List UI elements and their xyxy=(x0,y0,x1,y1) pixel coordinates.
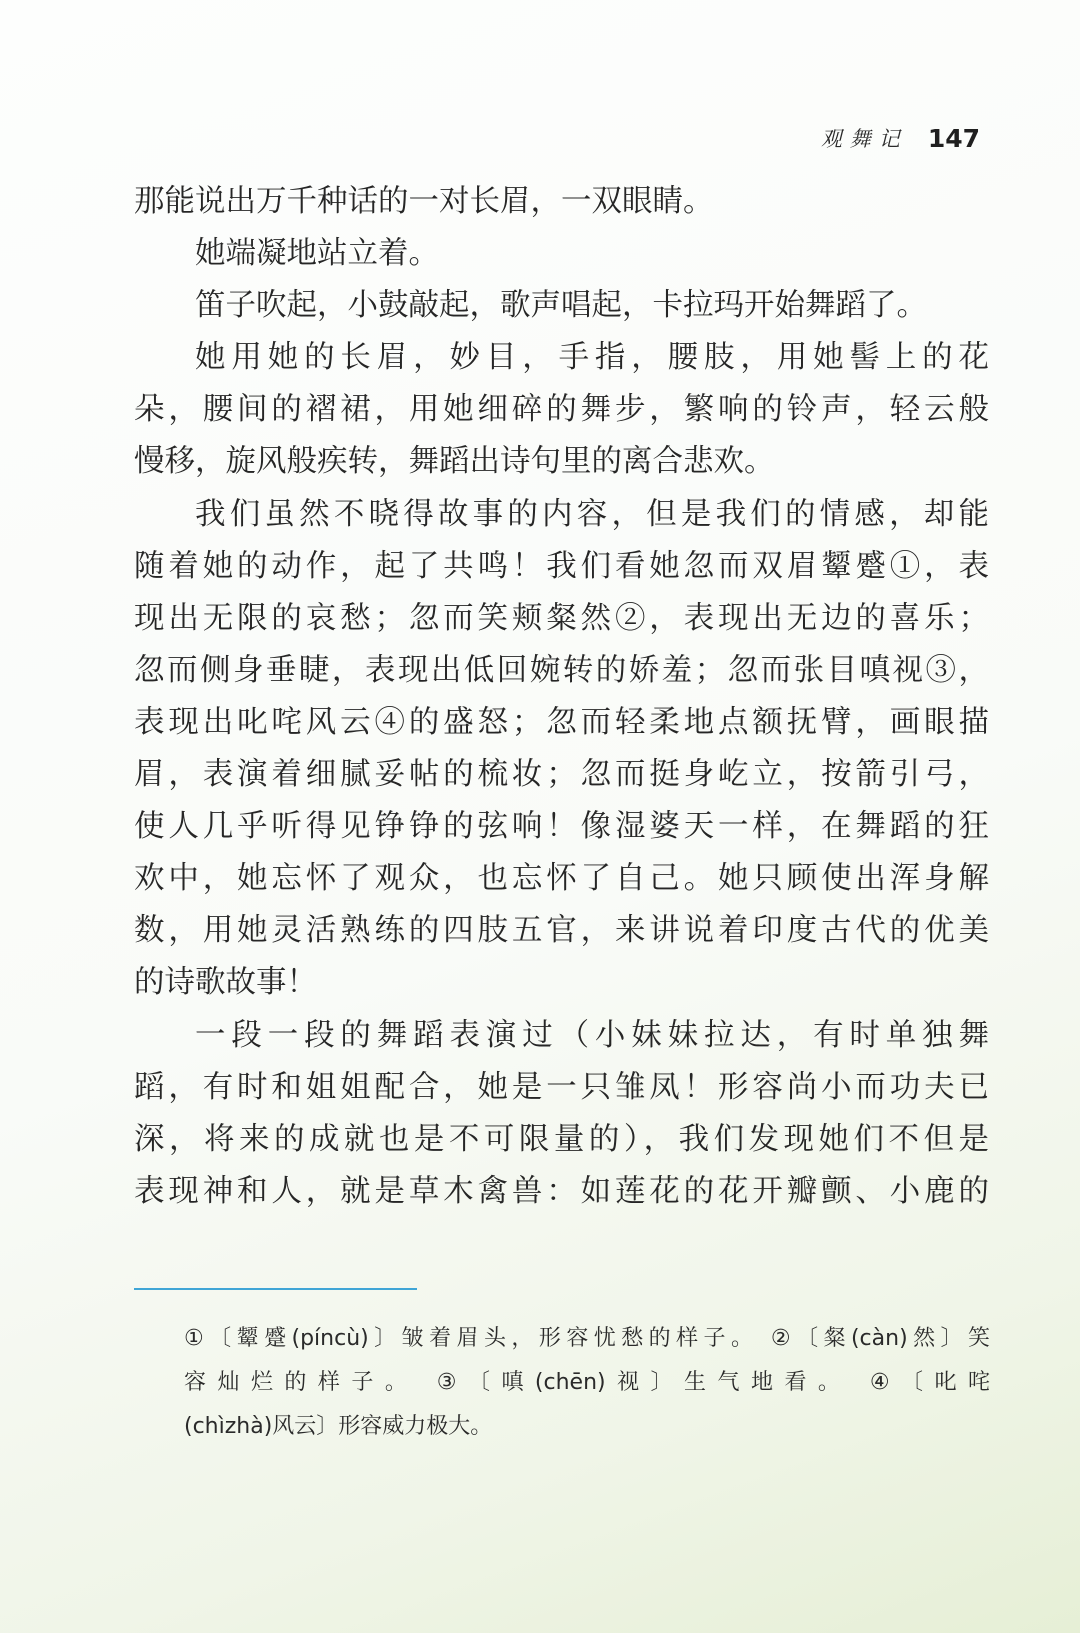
text-line: 朵，腰间的褶裙，用她细碎的舞步，繁响的铃声，轻云般 xyxy=(134,392,989,428)
text-line: 那能说出万千种话的一对长眉，一双眼睛。 xyxy=(134,184,714,219)
text-line: 数，用她灵活熟练的四肢五官，来讲说着印度古代的优美 xyxy=(134,913,989,949)
text-line: 笛子吹起，小鼓敲起，歌声唱起，卡拉玛开始舞蹈了。 xyxy=(195,288,927,324)
footnote-divider xyxy=(134,1288,417,1290)
footnote-line: (chìzhà)风云〕形容威力极大。 xyxy=(184,1414,493,1439)
page-number: 147 xyxy=(927,123,980,153)
running-head xyxy=(780,118,980,158)
text-line: 随着她的动作，起了共鸣！我们看她忽而双眉颦蹙①，表 xyxy=(134,548,989,584)
text-line: 深，将来的成就也是不可限量的），我们发现她们不但是 xyxy=(134,1121,989,1157)
text-line: 慢移，旋风般疾转，舞蹈出诗句里的离合悲欢。 xyxy=(134,444,775,480)
text-line: 蹈，有时和姐姐配合，她是一只雏凤！形容尚小而功夫已 xyxy=(134,1069,989,1105)
text-line: 使人几乎听得见铮铮的弦响！像湿婆天一样，在舞蹈的狂 xyxy=(134,809,989,845)
footnote-line: ①〔颦蹙(píncù)〕皱着眉头，形容忧愁的样子。 ②〔粲(càn)然〕笑 xyxy=(184,1326,990,1351)
footnotes xyxy=(184,1317,990,1449)
text-line: 我们虽然不晓得故事的内容，但是我们的情感，却能 xyxy=(195,496,989,532)
text-line: 一段一段的舞蹈表演过（小妹妹拉达，有时单独舞 xyxy=(195,1017,989,1053)
text-line: 表现神和人，就是草木禽兽：如莲花的花开瓣颤、小鹿的 xyxy=(134,1173,989,1209)
text-line: 欢中，她忘怀了观众，也忘怀了自己。她只顾使出浑身解 xyxy=(134,861,989,897)
body-text xyxy=(134,176,989,1218)
text-line: 忽而侧身垂睫，表现出低回婉转的娇羞；忽而张目嗔视③， xyxy=(134,652,989,688)
footnote-line: 容灿烂的样子。 ③〔嗔(chēn)视〕生气地看。 ④〔叱咤 xyxy=(184,1370,990,1395)
text-line: 她用她的长眉，妙目，手指，腰肢，用她髻上的花 xyxy=(195,340,989,376)
text-line: 她端凝地站立着。 xyxy=(195,236,439,272)
text-line: 表现出叱咤风云④的盛怒；忽而轻柔地点额抚臂，画眼描 xyxy=(134,704,989,740)
text-line: 的诗歌故事！ xyxy=(134,965,317,1001)
text-line: 现出无限的哀愁；忽而笑颊粲然②，表现出无边的喜乐； xyxy=(134,600,989,636)
text-line: 眉，表演着细腻妥帖的梳妆；忽而挺身屹立，按箭引弓， xyxy=(134,757,989,793)
running-title: 观舞记 xyxy=(820,127,908,151)
